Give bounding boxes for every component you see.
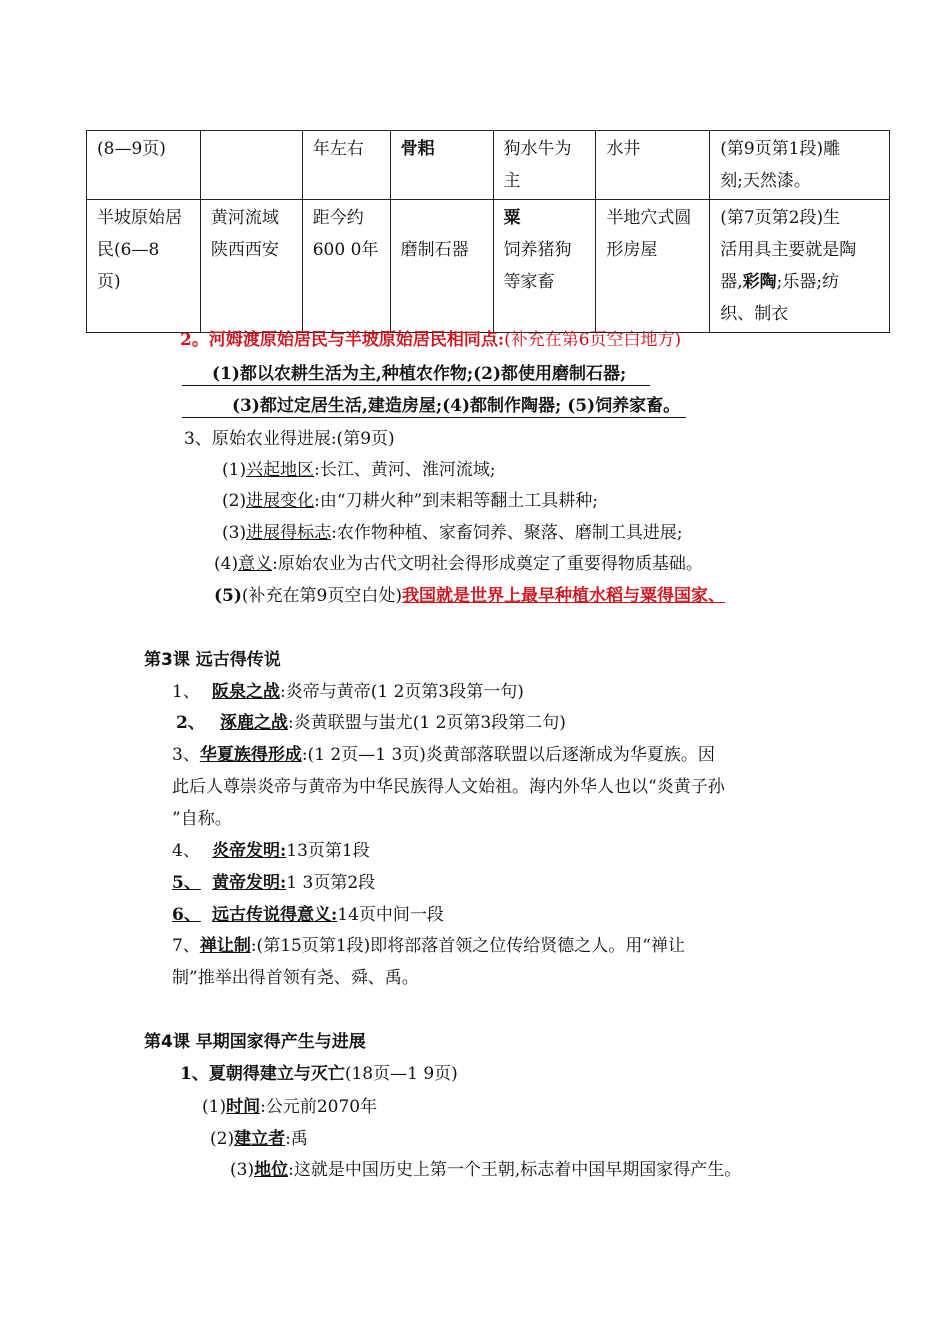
text-line: 此后人尊崇炎帝与黄帝为中华民族得人文始祖。海内外华人也以“炎黄子孙: [172, 777, 725, 797]
list-item: 5、 黄帝发明:1 3页第2段: [172, 873, 376, 893]
table-cell: 年左右: [302, 131, 390, 200]
table-cell: 半坡原始居 民(6—8 页): [87, 200, 201, 333]
list-item: 2、 涿鹿之战:炎黄联盟与蚩尤(1 2页第3段第二句): [176, 713, 566, 733]
table-cell: 磨制石器: [390, 200, 493, 333]
section-heading: 2。河姆渡原始居民与半坡原始居民相同点:(补充在第6页空白地方): [180, 330, 682, 350]
culture-comparison-table: [86, 130, 890, 333]
section-heading: 3、原始农业得进展:(第9页): [184, 429, 395, 449]
table-cell: 距今约 600 0年: [302, 200, 390, 333]
list-item: (4)意义:原始农业为古代文明社会得形成奠定了重要得物质基础。: [214, 554, 703, 574]
list-item: 7、禅让制:(第15页第1段)即将部落首领之位传给贤德之人。用“禅让: [172, 936, 685, 956]
table-row: [87, 131, 890, 200]
list-item: (3)进展得标志:农作物种植、家畜饲养、聚落、磨制工具进展;: [222, 523, 683, 543]
list-item: (5)(补充在第9页空白处)我国就是世界上最早种植水稻与粟得国家、: [214, 586, 726, 606]
common-points-line: (3)都过定居生活,建造房屋;(4)都制作陶器; (5)饲养家畜。: [182, 395, 686, 418]
list-item: (2)建立者:禹: [210, 1129, 308, 1149]
list-item: (1)兴起地区:长江、黄河、淮河流域;: [222, 460, 496, 480]
list-item: (3)地位:这就是中国历史上第一个王朝,标志着中国早期国家得产生。: [230, 1160, 742, 1180]
table-cell: 粟 饲养猪狗 等家畜: [493, 200, 596, 333]
text-line: ”自称。: [172, 809, 232, 829]
table-row: [87, 200, 890, 333]
lesson-title: 第4课 早期国家得产生与进展: [144, 1032, 366, 1052]
list-item: 6、 远古传说得意义:14页中间一段: [172, 905, 444, 925]
table-cell: (第9页第1段)雕 刻;天然漆。: [710, 131, 890, 200]
list-item: 1、 阪泉之战:炎帝与黄帝(1 2页第3段第一句): [172, 682, 524, 702]
common-points-line: (1)都以农耕生活为主,种植农作物;(2)都使用磨制石器;: [182, 363, 650, 386]
list-item: 4、 炎帝发明:13页第1段: [172, 841, 370, 861]
table-cell: 黄河流域 陕西西安: [200, 200, 302, 333]
table-cell: 水井: [596, 131, 710, 200]
list-item: (2)进展变化:由“刀耕火种”到耒耜等翻土工具耕种;: [222, 491, 598, 511]
lesson-title: 第3课 远古得传说: [144, 650, 281, 670]
subsection-heading: 1、夏朝得建立与灭亡(18页—1 9页): [180, 1064, 458, 1084]
text-line: 制”推举出得首领有尧、舜、禹。: [172, 968, 419, 988]
table-cell: 骨耜: [390, 131, 493, 200]
table-cell: 半地穴式圆 形房屋: [596, 200, 710, 333]
table-cell: (第7页第2段)生 活用具主要就是陶 器,彩陶;乐器;纺 织、制衣: [710, 200, 890, 333]
table-cell: [200, 131, 302, 200]
list-item: (1)时间:公元前2070年: [202, 1097, 378, 1117]
table-cell: 狗水牛为 主: [493, 131, 596, 200]
list-item: 3、华夏族得形成:(1 2页—1 3页)炎黄部落联盟以后逐渐成为华夏族。因: [172, 745, 715, 765]
table-cell: (8—9页): [87, 131, 201, 200]
